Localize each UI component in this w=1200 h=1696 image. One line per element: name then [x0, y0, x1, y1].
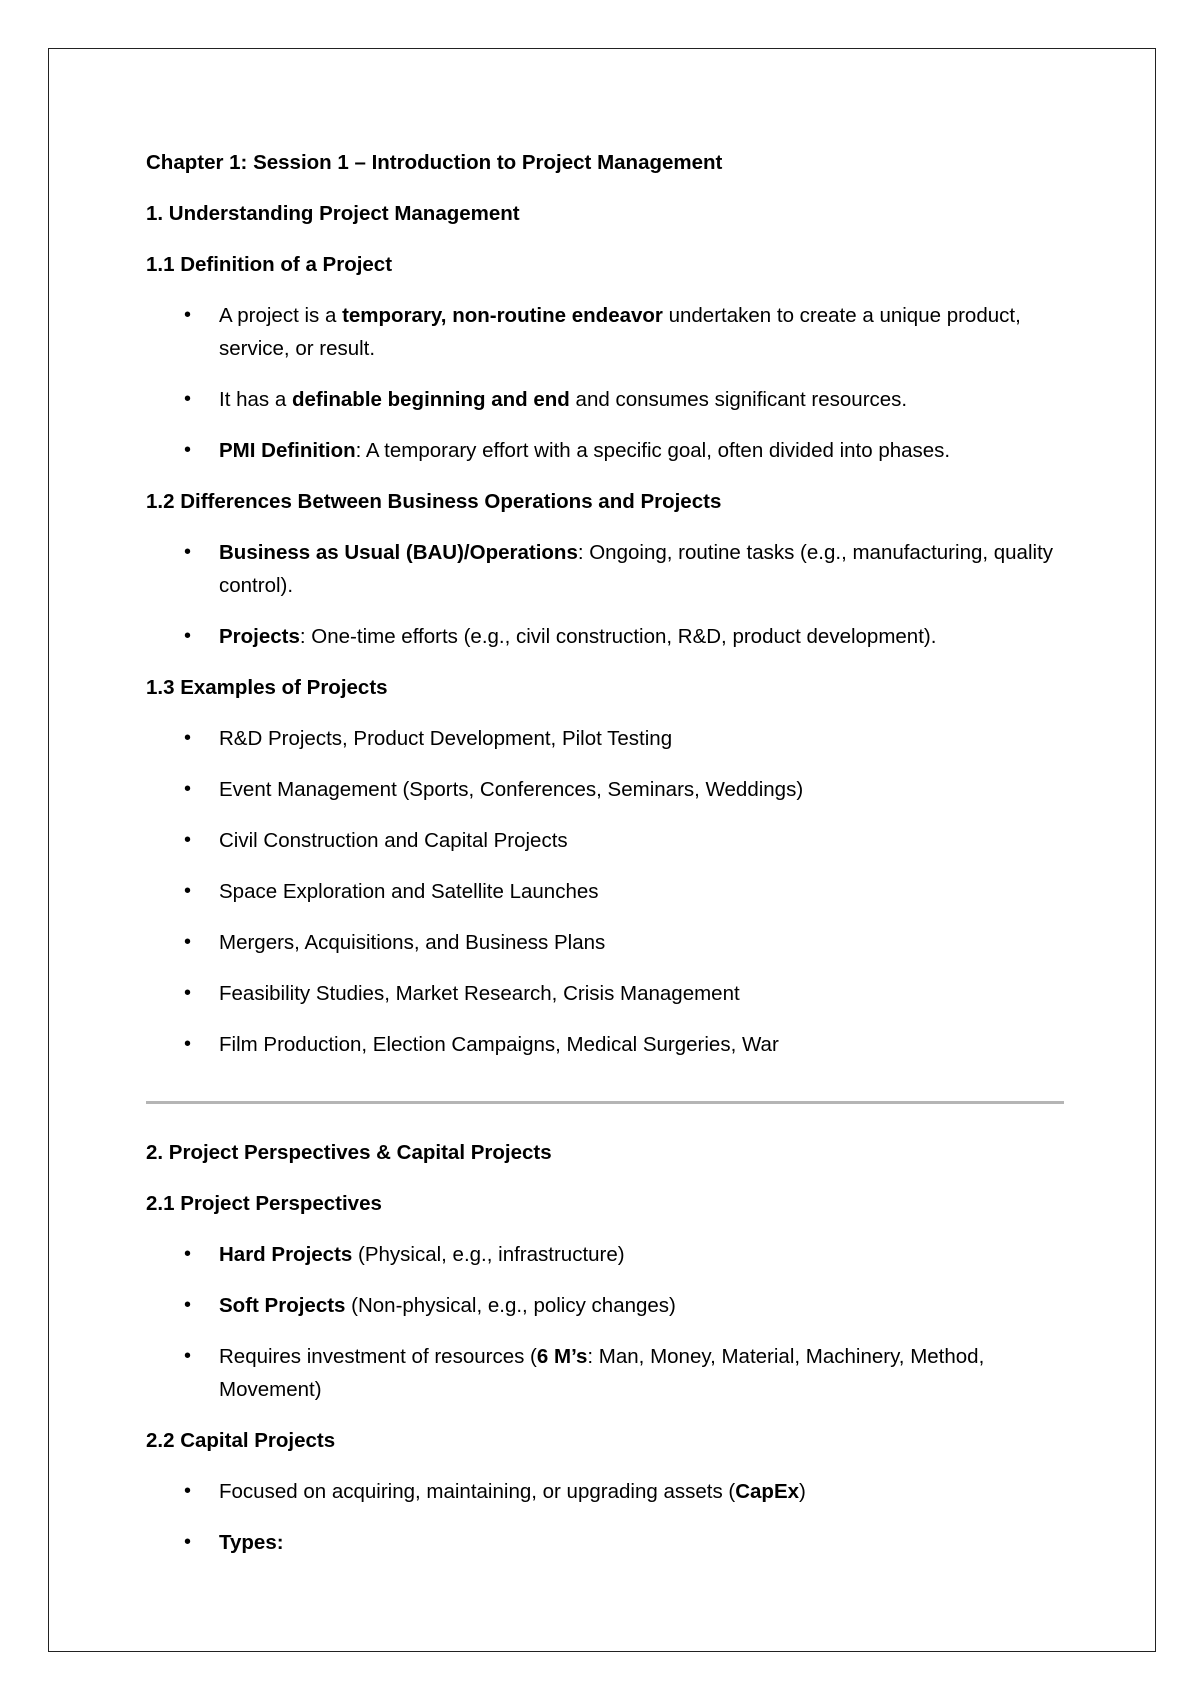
list-item-text: Event Management (Sports, Conferences, Seminars, Weddings) [219, 778, 804, 801]
list-item [146, 773, 1066, 806]
list-item-emphasis: CapEx [735, 1480, 800, 1503]
list-item-text: Mergers, Acquisitions, and Business Plans [219, 931, 606, 954]
list-item-emphasis: Types: [219, 1531, 284, 1554]
bullet-icon: • [184, 541, 192, 563]
bullet-icon: • [184, 1243, 192, 1265]
bullet-icon: • [184, 439, 192, 461]
list-item-text: (Non-physical, e.g., policy changes) [345, 1294, 676, 1317]
list-item-text: Civil Construction and Capital Projects [219, 829, 568, 852]
capital-projects-list [146, 1475, 1066, 1559]
list-item-text: : A temporary effort with a specific goal, often divided into phases. [355, 439, 951, 462]
list-item [146, 434, 1066, 467]
list-item-text: Focused on acquiring, maintaining, or upgrading assets ( [219, 1480, 736, 1503]
section-1-title: 1. Understanding Project Management [146, 202, 520, 225]
bullet-icon: • [184, 388, 192, 410]
list-item [146, 1289, 1066, 1322]
section-2-title: 2. Project Perspectives & Capital Projects [146, 1141, 552, 1164]
list-item [146, 1238, 1066, 1271]
list-item-text: Film Production, Election Campaigns, Medical Surgeries, War [219, 1033, 779, 1056]
list-item-text: undertaken to create a unique product, service, or result. [219, 304, 1021, 360]
section-2-1-title: 2.1 Project Perspectives [146, 1192, 382, 1215]
list-item [146, 926, 1066, 959]
document-body [146, 146, 1066, 1577]
section-divider [146, 1101, 1064, 1104]
list-item [146, 722, 1066, 755]
bullet-icon: • [184, 1345, 192, 1367]
list-item-emphasis: definable beginning and end [291, 388, 570, 411]
list-item-emphasis: Business as Usual (BAU)/Operations [219, 541, 578, 564]
bullet-icon: • [184, 931, 192, 953]
list-item-text: (Physical, e.g., infrastructure) [352, 1243, 625, 1266]
bullet-icon: • [184, 778, 192, 800]
list-item [146, 1475, 1066, 1508]
bullet-icon: • [184, 982, 192, 1004]
list-item-emphasis: 6 M’s [536, 1345, 588, 1368]
list-item-emphasis: Hard Projects [219, 1243, 353, 1266]
differences-list [146, 536, 1066, 653]
list-item [146, 383, 1066, 416]
section-1-2-title: 1.2 Differences Between Business Operations and Projects [146, 490, 722, 513]
bullet-icon: • [184, 304, 192, 326]
list-item-text: Feasibility Studies, Market Research, Crisis Management [219, 982, 740, 1005]
chapter-title: Chapter 1: Session 1 – Introduction to Project Management [146, 151, 723, 174]
list-item [146, 620, 1066, 653]
list-item [146, 824, 1066, 857]
bullet-icon: • [184, 1033, 192, 1055]
bullet-icon: • [184, 1531, 192, 1553]
bullet-icon: • [184, 880, 192, 902]
section-2-2-title: 2.2 Capital Projects [146, 1429, 336, 1452]
list-item-text: : Man, Money, Material, Machinery, Method, Movement) [219, 1345, 985, 1401]
bullet-icon: • [184, 625, 192, 647]
definition-list [146, 299, 1066, 467]
list-item-emphasis: Soft Projects [219, 1294, 346, 1317]
list-item-text: : Ongoing, routine tasks (e.g., manufacturing, quality control). [219, 541, 1054, 597]
list-item [146, 977, 1066, 1010]
list-item-text: Requires investment of resources ( [219, 1345, 537, 1368]
list-item-text: ) [799, 1480, 806, 1503]
section-1-1-title: 1.1 Definition of a Project [146, 253, 393, 276]
list-item-emphasis: PMI Definition [219, 439, 356, 462]
perspectives-list [146, 1238, 1066, 1406]
list-item [146, 1028, 1066, 1061]
list-item-emphasis: Projects [219, 625, 300, 648]
list-item [146, 1340, 1066, 1406]
list-item-text: It has a [219, 388, 292, 411]
bullet-icon: • [184, 727, 192, 749]
list-item-text: Space Exploration and Satellite Launches [219, 880, 599, 903]
list-item [146, 299, 1066, 365]
bullet-icon: • [184, 1480, 192, 1502]
list-item-text: R&D Projects, Product Development, Pilot Testing [219, 727, 673, 750]
examples-list [146, 722, 1066, 1061]
list-item-emphasis: temporary, non-routine endeavor [342, 304, 663, 327]
bullet-icon: • [184, 1294, 192, 1316]
section-1-3-title: 1.3 Examples of Projects [146, 676, 388, 699]
bullet-icon: • [184, 829, 192, 851]
list-item [146, 875, 1066, 908]
list-item-text: : One-time efforts (e.g., civil construction, R&D, product development). [299, 625, 937, 648]
list-item-text: and consumes significant resources. [569, 388, 908, 411]
list-item-text: A project is a [219, 304, 343, 327]
list-item [146, 1526, 1066, 1559]
list-item [146, 536, 1066, 602]
